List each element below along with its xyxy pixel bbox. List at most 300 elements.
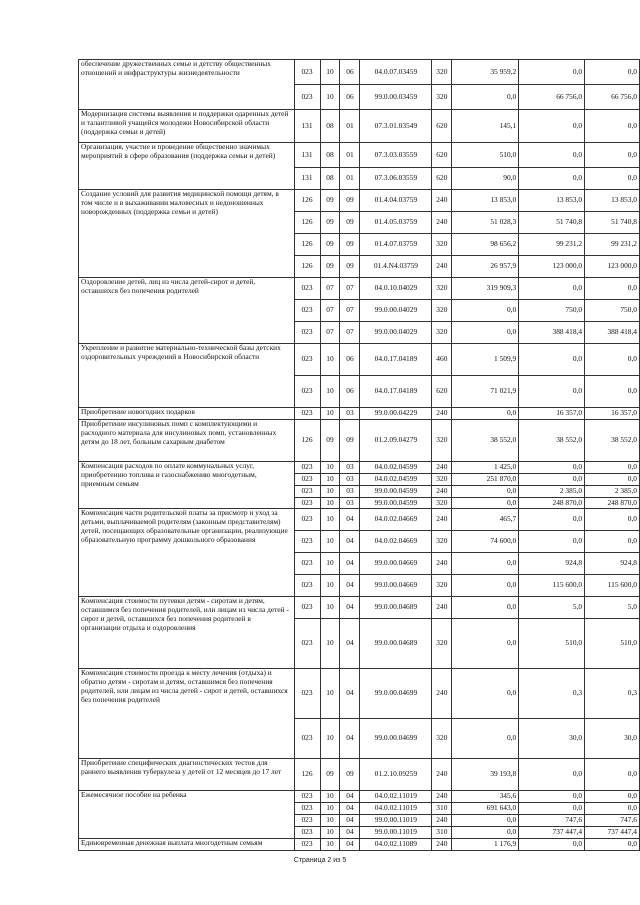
subsection-code-cell: 09	[340, 212, 360, 234]
amount-current-cell: 465,7	[452, 509, 519, 531]
section-code-cell: 10	[320, 575, 340, 597]
subsection-code-cell: 09	[340, 190, 360, 212]
amount-after-next-cell: 510,0	[585, 619, 640, 669]
subsection-code-cell: 09	[340, 256, 360, 278]
table-row	[79, 60, 640, 85]
expense-type-cell: 320	[432, 278, 452, 300]
section-code-cell: 09	[320, 419, 340, 461]
subsection-code-cell: 03	[340, 485, 360, 497]
amount-next-cell: 0,0	[519, 531, 585, 553]
amount-after-next-cell: 0,0	[585, 509, 640, 531]
target-article-cell: 01.2.09.04279	[360, 419, 432, 461]
amount-current-cell: 90,0	[452, 168, 519, 190]
amount-next-cell: 0,0	[519, 110, 585, 143]
amount-current-cell: 0,0	[452, 485, 519, 497]
target-article-cell: 99.0.00.04689	[360, 619, 432, 669]
amount-current-cell: 0,0	[452, 597, 519, 619]
ministry-code-cell: 126	[294, 190, 320, 212]
amount-after-next-cell: 16 357,0	[585, 408, 640, 420]
table-row	[79, 110, 640, 143]
table-row	[79, 190, 640, 212]
amount-next-cell: 66 756,0	[519, 85, 585, 110]
table-row	[79, 597, 640, 619]
expense-type-cell: 240	[432, 509, 452, 531]
ministry-code-cell: 023	[294, 553, 320, 575]
section-code-cell: 08	[320, 110, 340, 143]
subsection-code-cell: 07	[340, 300, 360, 322]
section-code-cell: 10	[320, 376, 340, 408]
expense-type-cell: 240	[432, 485, 452, 497]
amount-next-cell: 0,0	[519, 509, 585, 531]
expense-type-cell: 620	[432, 376, 452, 408]
expense-type-cell: 320	[432, 60, 452, 85]
ministry-code-cell: 023	[294, 322, 320, 344]
expense-type-cell: 460	[432, 344, 452, 376]
expense-type-cell: 240	[432, 791, 452, 803]
amount-after-next-cell: 51 740,8	[585, 212, 640, 234]
section-code-cell: 10	[320, 497, 340, 509]
amount-current-cell: 0,0	[452, 669, 519, 719]
ministry-code-cell: 023	[294, 575, 320, 597]
expense-type-cell: 320	[432, 497, 452, 509]
subsection-code-cell: 09	[340, 234, 360, 256]
expense-name-cell: Укрепление и развитие материально-технической базы детских оздоровительных учреждений в Новосибирской области	[79, 344, 295, 408]
amount-after-next-cell: 0,0	[585, 60, 640, 85]
section-code-cell: 10	[320, 553, 340, 575]
amount-next-cell: 99 231,2	[519, 234, 585, 256]
expense-type-cell: 620	[432, 143, 452, 168]
amount-current-cell: 51 028,3	[452, 212, 519, 234]
target-article-cell: 04.0.17.04189	[360, 376, 432, 408]
amount-current-cell: 0,0	[452, 300, 519, 322]
amount-next-cell: 0,0	[519, 803, 585, 815]
expense-name-cell: Приобретение новогодних подарков	[79, 408, 295, 420]
target-article-cell: 01.4.07.03759	[360, 234, 432, 256]
table-row	[79, 143, 640, 168]
amount-after-next-cell: 0,0	[585, 168, 640, 190]
subsection-code-cell: 04	[340, 815, 360, 827]
ministry-code-cell: 023	[294, 344, 320, 376]
section-code-cell: 10	[320, 509, 340, 531]
amount-next-cell: 0,0	[519, 344, 585, 376]
amount-next-cell: 0,0	[519, 376, 585, 408]
expense-type-cell: 240	[432, 815, 452, 827]
section-code-cell: 09	[320, 759, 340, 791]
section-code-cell: 10	[320, 344, 340, 376]
expense-type-cell: 240	[432, 553, 452, 575]
expense-type-cell: 240	[432, 669, 452, 719]
amount-current-cell: 251 870,0	[452, 473, 519, 485]
subsection-code-cell: 04	[340, 803, 360, 815]
expense-name-cell: Приобретение специфических диагностических тестов для раннего выявления туберкулеза у детей от 12 месяцев до 17 лет	[79, 759, 295, 791]
target-article-cell: 99.0.00.04029	[360, 322, 432, 344]
section-code-cell: 10	[320, 669, 340, 719]
table-row	[79, 408, 640, 420]
expense-name-cell: Организация, участие и проведение общественно значимых мероприятий в сфере образования (поддержка семьи и детей)	[79, 143, 295, 190]
expense-type-cell: 240	[432, 838, 452, 850]
amount-current-cell: 98 656,2	[452, 234, 519, 256]
expense-type-cell: 320	[432, 322, 452, 344]
amount-next-cell: 51 740,8	[519, 212, 585, 234]
expense-type-cell: 320	[432, 619, 452, 669]
subsection-code-cell: 04	[340, 531, 360, 553]
expense-type-cell: 320	[432, 300, 452, 322]
expense-type-cell: 320	[432, 719, 452, 759]
section-code-cell: 10	[320, 719, 340, 759]
amount-current-cell: 319 909,3	[452, 278, 519, 300]
target-article-cell: 07.3.06.03559	[360, 168, 432, 190]
subsection-code-cell: 04	[340, 838, 360, 850]
expense-type-cell: 240	[432, 597, 452, 619]
amount-after-next-cell: 0,0	[585, 838, 640, 850]
amount-next-cell: 16 357,0	[519, 408, 585, 420]
table-row	[79, 278, 640, 300]
amount-next-cell: 388 418,4	[519, 322, 585, 344]
subsection-code-cell: 07	[340, 278, 360, 300]
expense-type-cell: 320	[432, 575, 452, 597]
amount-next-cell: 38 552,0	[519, 419, 585, 461]
subsection-code-cell: 01	[340, 168, 360, 190]
target-article-cell: 99.0.00.04689	[360, 597, 432, 619]
amount-current-cell: 26 957,9	[452, 256, 519, 278]
amount-after-next-cell: 0,0	[585, 376, 640, 408]
subsection-code-cell: 03	[340, 473, 360, 485]
expense-type-cell: 320	[432, 419, 452, 461]
section-code-cell: 10	[320, 803, 340, 815]
page-footer: Страница 2 из 5	[293, 857, 347, 864]
subsection-code-cell: 03	[340, 461, 360, 473]
section-code-cell: 10	[320, 838, 340, 850]
ministry-code-cell: 126	[294, 759, 320, 791]
subsection-code-cell: 04	[340, 575, 360, 597]
section-code-cell: 10	[320, 597, 340, 619]
amount-next-cell: 13 853,0	[519, 190, 585, 212]
ministry-code-cell: 126	[294, 234, 320, 256]
ministry-code-cell: 131	[294, 143, 320, 168]
amount-after-next-cell: 5,0	[585, 597, 640, 619]
subsection-code-cell: 04	[340, 509, 360, 531]
amount-current-cell: 0,0	[452, 719, 519, 759]
subsection-code-cell: 01	[340, 143, 360, 168]
subsection-code-cell: 06	[340, 85, 360, 110]
amount-current-cell: 74 600,0	[452, 531, 519, 553]
expense-type-cell: 620	[432, 168, 452, 190]
section-code-cell: 07	[320, 300, 340, 322]
ministry-code-cell: 126	[294, 419, 320, 461]
section-code-cell: 09	[320, 190, 340, 212]
subsection-code-cell: 04	[340, 553, 360, 575]
subsection-code-cell: 04	[340, 827, 360, 839]
amount-current-cell: 1 509,9	[452, 344, 519, 376]
section-code-cell: 09	[320, 212, 340, 234]
ministry-code-cell: 131	[294, 110, 320, 143]
section-code-cell: 10	[320, 531, 340, 553]
amount-after-next-cell: 2 385,0	[585, 485, 640, 497]
amount-after-next-cell: 99 231,2	[585, 234, 640, 256]
amount-current-cell: 0,0	[452, 815, 519, 827]
section-code-cell: 10	[320, 408, 340, 420]
expense-name-cell: Приобретение инсулиновых помп с комплектующими и расходного материала для инсулиновых помп, установленных детям до 18 лет, больным сахарным диабетом	[79, 419, 295, 461]
amount-next-cell: 0,3	[519, 669, 585, 719]
amount-next-cell: 924,8	[519, 553, 585, 575]
ministry-code-cell: 023	[294, 597, 320, 619]
subsection-code-cell: 09	[340, 759, 360, 791]
target-article-cell: 04.0.17.04189	[360, 344, 432, 376]
target-article-cell: 07.3.01.03549	[360, 110, 432, 143]
expense-name-cell: Модернизация системы выявления и поддержки одаренных детей и талантливой учащейся молодежи Новосибирской области (поддержка семьи и детей)	[79, 110, 295, 143]
target-article-cell: 04.0.02.04669	[360, 509, 432, 531]
subsection-code-cell: 06	[340, 60, 360, 85]
amount-current-cell: 0,0	[452, 322, 519, 344]
target-article-cell: 04.0.02.11089	[360, 838, 432, 850]
section-code-cell: 09	[320, 234, 340, 256]
table-row	[79, 669, 640, 719]
subsection-code-cell: 03	[340, 408, 360, 420]
target-article-cell: 04.0.10.04029	[360, 278, 432, 300]
amount-after-next-cell: 747,6	[585, 815, 640, 827]
ministry-code-cell: 023	[294, 815, 320, 827]
subsection-code-cell: 07	[340, 322, 360, 344]
amount-after-next-cell: 0,0	[585, 803, 640, 815]
subsection-code-cell: 06	[340, 344, 360, 376]
amount-next-cell: 0,0	[519, 143, 585, 168]
amount-current-cell: 71 021,9	[452, 376, 519, 408]
amount-next-cell: 115 600,0	[519, 575, 585, 597]
amount-current-cell: 39 193,8	[452, 759, 519, 791]
target-article-cell: 99.0.00.04599	[360, 497, 432, 509]
amount-after-next-cell: 0,0	[585, 461, 640, 473]
amount-after-next-cell: 0,0	[585, 143, 640, 168]
subsection-code-cell: 04	[340, 619, 360, 669]
subsection-code-cell: 09	[340, 419, 360, 461]
amount-current-cell: 0,0	[452, 553, 519, 575]
amount-after-next-cell: 388 418,4	[585, 322, 640, 344]
ministry-code-cell: 126	[294, 256, 320, 278]
section-code-cell: 10	[320, 485, 340, 497]
target-article-cell: 99.0.00.03459	[360, 85, 432, 110]
amount-next-cell: 0,0	[519, 461, 585, 473]
expense-type-cell: 620	[432, 110, 452, 143]
section-code-cell: 10	[320, 815, 340, 827]
section-code-cell: 10	[320, 461, 340, 473]
target-article-cell: 04.0.02.11019	[360, 791, 432, 803]
ministry-code-cell: 023	[294, 473, 320, 485]
table-row	[79, 509, 640, 531]
document-sheet	[78, 59, 640, 851]
expense-type-cell: 240	[432, 212, 452, 234]
section-code-cell: 07	[320, 322, 340, 344]
ministry-code-cell: 023	[294, 827, 320, 839]
amount-current-cell: 38 552,0	[452, 419, 519, 461]
ministry-code-cell: 023	[294, 838, 320, 850]
target-article-cell: 04.0.02.04599	[360, 473, 432, 485]
table-row	[79, 419, 640, 461]
target-article-cell: 99.0.00.11019	[360, 827, 432, 839]
amount-current-cell: 35 959,2	[452, 60, 519, 85]
amount-after-next-cell: 0,3	[585, 669, 640, 719]
amount-current-cell: 510,0	[452, 143, 519, 168]
amount-current-cell: 0,0	[452, 497, 519, 509]
target-article-cell: 99.0.00.04699	[360, 669, 432, 719]
amount-current-cell: 1 425,0	[452, 461, 519, 473]
section-code-cell: 10	[320, 827, 340, 839]
expense-type-cell: 240	[432, 190, 452, 212]
target-article-cell: 01.2.10.09259	[360, 759, 432, 791]
amount-current-cell: 0,0	[452, 619, 519, 669]
amount-next-cell: 747,6	[519, 815, 585, 827]
ministry-code-cell: 023	[294, 531, 320, 553]
amount-current-cell: 13 853,0	[452, 190, 519, 212]
amount-after-next-cell: 248 870,0	[585, 497, 640, 509]
section-code-cell: 09	[320, 256, 340, 278]
expense-type-cell: 240	[432, 408, 452, 420]
subsection-code-cell: 04	[340, 719, 360, 759]
expense-name-cell: Компенсация расходов по оплате коммунальных услуг, приобретению топлива и газоснабжению многодетным, приемным семьям	[79, 461, 295, 509]
expense-name-cell: Ежемесячное пособие на ребенка	[79, 791, 295, 839]
amount-next-cell: 123 000,0	[519, 256, 585, 278]
ministry-code-cell: 126	[294, 212, 320, 234]
expense-type-cell: 320	[432, 234, 452, 256]
target-article-cell: 04.0.07.03459	[360, 60, 432, 85]
amount-after-next-cell: 0,0	[585, 473, 640, 485]
target-article-cell: 99.0.00.04599	[360, 485, 432, 497]
target-article-cell: 01.4.05.03759	[360, 212, 432, 234]
amount-next-cell: 0,0	[519, 168, 585, 190]
amount-after-next-cell: 0,0	[585, 344, 640, 376]
amount-after-next-cell: 0,0	[585, 791, 640, 803]
amount-next-cell: 510,0	[519, 619, 585, 669]
section-code-cell: 10	[320, 473, 340, 485]
section-code-cell: 10	[320, 791, 340, 803]
expense-type-cell: 310	[432, 827, 452, 839]
amount-next-cell: 0,0	[519, 278, 585, 300]
ministry-code-cell: 131	[294, 168, 320, 190]
table-row	[79, 791, 640, 803]
amount-after-next-cell: 66 756,0	[585, 85, 640, 110]
expense-name-cell: Создание условий для развития медицинской помощи детям, в том числе и в выхаживании маловесных и недоношенных новорожденных (поддержка семьи и детей)	[79, 190, 295, 278]
amount-current-cell: 0,0	[452, 575, 519, 597]
ministry-code-cell: 023	[294, 669, 320, 719]
amount-next-cell: 2 385,0	[519, 485, 585, 497]
amount-next-cell: 30,0	[519, 719, 585, 759]
section-code-cell: 08	[320, 143, 340, 168]
amount-current-cell: 0,0	[452, 408, 519, 420]
amount-next-cell: 0,0	[519, 473, 585, 485]
amount-next-cell: 5,0	[519, 597, 585, 619]
expense-type-cell: 320	[432, 531, 452, 553]
amount-after-next-cell: 13 853,0	[585, 190, 640, 212]
expense-name-cell: обеспечение дружественных семье и детству общественных отношений и инфраструктуры жизнедеятельности	[79, 60, 295, 110]
amount-after-next-cell: 38 552,0	[585, 419, 640, 461]
expense-type-cell: 320	[432, 85, 452, 110]
subsection-code-cell: 04	[340, 597, 360, 619]
ministry-code-cell: 023	[294, 497, 320, 509]
subsection-code-cell: 06	[340, 376, 360, 408]
subsection-code-cell: 01	[340, 110, 360, 143]
section-code-cell: 07	[320, 278, 340, 300]
ministry-code-cell: 023	[294, 408, 320, 420]
target-article-cell: 04.0.02.11019	[360, 803, 432, 815]
amount-current-cell: 145,1	[452, 110, 519, 143]
target-article-cell: 99.0.00.04229	[360, 408, 432, 420]
ministry-code-cell: 023	[294, 300, 320, 322]
amount-after-next-cell: 0,0	[585, 531, 640, 553]
budget-table	[78, 59, 640, 851]
subsection-code-cell: 04	[340, 669, 360, 719]
amount-next-cell: 0,0	[519, 838, 585, 850]
amount-next-cell: 737 447,4	[519, 827, 585, 839]
amount-after-next-cell: 123 000,0	[585, 256, 640, 278]
expense-name-cell: Компенсация стоимости проезда к месту лечения (отдыха) и обратно детям - сиротам и детям, оставшимся без попечения родителей, или лицам из числа детей - сирот и детей, оставшихся без попечения родителей	[79, 669, 295, 759]
expense-type-cell: 240	[432, 461, 452, 473]
target-article-cell: 04.0.02.04669	[360, 531, 432, 553]
amount-after-next-cell: 0,0	[585, 759, 640, 791]
amount-next-cell: 0,0	[519, 759, 585, 791]
target-article-cell: 01.4.04.03759	[360, 190, 432, 212]
amount-current-cell: 0,0	[452, 85, 519, 110]
target-article-cell: 07.3.03.03559	[360, 143, 432, 168]
ministry-code-cell: 023	[294, 803, 320, 815]
amount-next-cell: 0,0	[519, 60, 585, 85]
amount-current-cell: 691 643,0	[452, 803, 519, 815]
ministry-code-cell: 023	[294, 619, 320, 669]
target-article-cell: 99.0.00.04669	[360, 575, 432, 597]
amount-after-next-cell: 737 447,4	[585, 827, 640, 839]
amount-next-cell: 0,0	[519, 791, 585, 803]
target-article-cell: 99.0.00.11019	[360, 815, 432, 827]
ministry-code-cell: 023	[294, 60, 320, 85]
ministry-code-cell: 023	[294, 376, 320, 408]
subsection-code-cell: 03	[340, 497, 360, 509]
target-article-cell: 01.4.N4.03759	[360, 256, 432, 278]
ministry-code-cell: 023	[294, 509, 320, 531]
target-article-cell: 99.0.00.04699	[360, 719, 432, 759]
amount-current-cell: 345,6	[452, 791, 519, 803]
section-code-cell: 10	[320, 85, 340, 110]
subsection-code-cell: 04	[340, 791, 360, 803]
ministry-code-cell: 023	[294, 85, 320, 110]
table-row	[79, 461, 640, 473]
ministry-code-cell: 023	[294, 719, 320, 759]
expense-type-cell: 240	[432, 256, 452, 278]
expense-name-cell: Единовременная денежная выплата многодетным семьям	[79, 838, 295, 850]
amount-after-next-cell: 750,0	[585, 300, 640, 322]
target-article-cell: 99.0.00.04669	[360, 553, 432, 575]
section-code-cell: 10	[320, 60, 340, 85]
target-article-cell: 04.0.02.04599	[360, 461, 432, 473]
table-row	[79, 344, 640, 376]
amount-after-next-cell: 115 600,0	[585, 575, 640, 597]
section-code-cell: 10	[320, 619, 340, 669]
table-row	[79, 759, 640, 791]
amount-after-next-cell: 30,0	[585, 719, 640, 759]
ministry-code-cell: 023	[294, 485, 320, 497]
expense-name-cell: Оздоровление детей, лиц из числа детей-сирот и детей, оставшихся без попечения родителей	[79, 278, 295, 344]
expense-name-cell: Компенсация части родительской платы за присмотр и уход за детьми, выплачиваемой родителям (законным представителям) детей, посещающих образовательные организации, реализующие образовательную программу дошкольного образования	[79, 509, 295, 597]
expense-name-cell: Компенсация стоимости путевки детям - сиротам и детям, оставшимся без попечения родителей, или лицам из числа детей - сирот и детей, оставшихся без попечения родителей в организации отдыха и оздоровления	[79, 597, 295, 669]
ministry-code-cell: 023	[294, 461, 320, 473]
expense-type-cell: 310	[432, 803, 452, 815]
expense-type-cell: 320	[432, 473, 452, 485]
amount-next-cell: 248 870,0	[519, 497, 585, 509]
amount-next-cell: 750,0	[519, 300, 585, 322]
target-article-cell: 99.0.00.04029	[360, 300, 432, 322]
amount-current-cell: 1 176,9	[452, 838, 519, 850]
amount-after-next-cell: 924,8	[585, 553, 640, 575]
amount-after-next-cell: 0,0	[585, 110, 640, 143]
section-code-cell: 08	[320, 168, 340, 190]
ministry-code-cell: 023	[294, 791, 320, 803]
